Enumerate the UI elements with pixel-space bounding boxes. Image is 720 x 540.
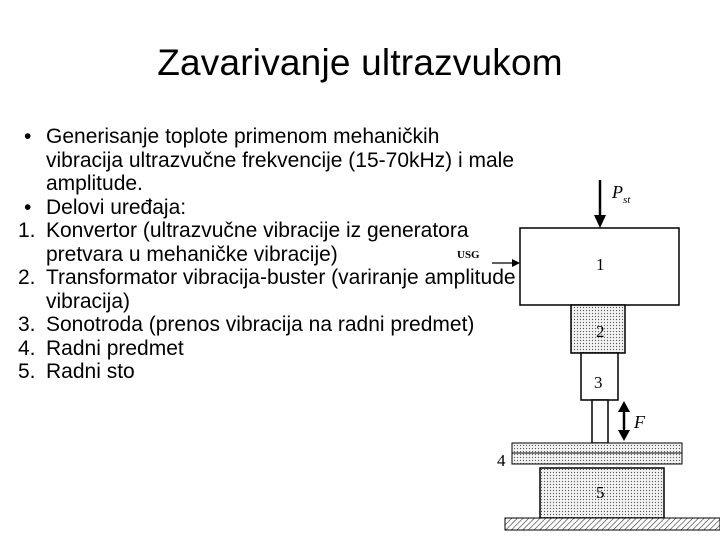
amplitude-arrow-icon	[618, 401, 630, 441]
item-text: Radni sto	[46, 360, 135, 383]
sonotrode-tip	[592, 400, 608, 443]
item-number: 1.	[18, 219, 36, 242]
part-label-4: 4	[497, 451, 506, 470]
part-label-3: 3	[594, 373, 603, 392]
item-number: 2.	[18, 266, 36, 289]
force-label: $P_{st}$	[612, 182, 631, 206]
workpiece-upper	[512, 443, 682, 453]
bullet-marker: •	[24, 125, 32, 148]
force-arrow-icon	[594, 180, 606, 228]
bullet-marker: •	[24, 195, 32, 219]
amplitude-label: F	[634, 412, 645, 432]
item-number: 5.	[18, 360, 36, 383]
slide-title: Zavarivanje ultrazvukom	[157, 42, 563, 83]
bullet-text: Delovi uređaja:	[46, 195, 187, 219]
input-arrow-icon	[492, 259, 520, 267]
bullet-item	[18, 125, 518, 196]
item-number: 3.	[18, 313, 36, 336]
item-text: Sonotroda (prenos vibracija na radni predmet)	[46, 313, 475, 336]
part-label-1: 1	[596, 255, 605, 274]
numbered-item	[18, 313, 518, 337]
numbered-item	[18, 219, 518, 266]
item-text: Transformator vibracija-buster (variranje amplitude vibracija)	[46, 266, 516, 313]
ultrasonic-welder-diagram	[457, 172, 720, 540]
item-text: Radni predmet	[46, 336, 184, 360]
numbered-item	[18, 337, 518, 361]
part-label-2: 2	[596, 322, 605, 341]
part-label-5: 5	[596, 483, 605, 502]
item-number: 4.	[18, 336, 36, 360]
slide-content	[18, 125, 518, 384]
ground-base	[505, 518, 720, 530]
workpiece-lower	[512, 453, 682, 464]
numbered-item	[18, 360, 518, 384]
bullet-item	[18, 196, 518, 220]
bullet-text: Generisanje toplote primenom mehaničkih vibracija ultrazvučne frekvencije (15-70kHz) i male amplitude.	[46, 125, 515, 195]
item-text: Konvertor (ultrazvučne vibracije iz generatora pretvara u mehaničke vibracije)	[46, 219, 469, 266]
usg-label: USG	[457, 249, 480, 261]
numbered-item	[18, 266, 518, 313]
